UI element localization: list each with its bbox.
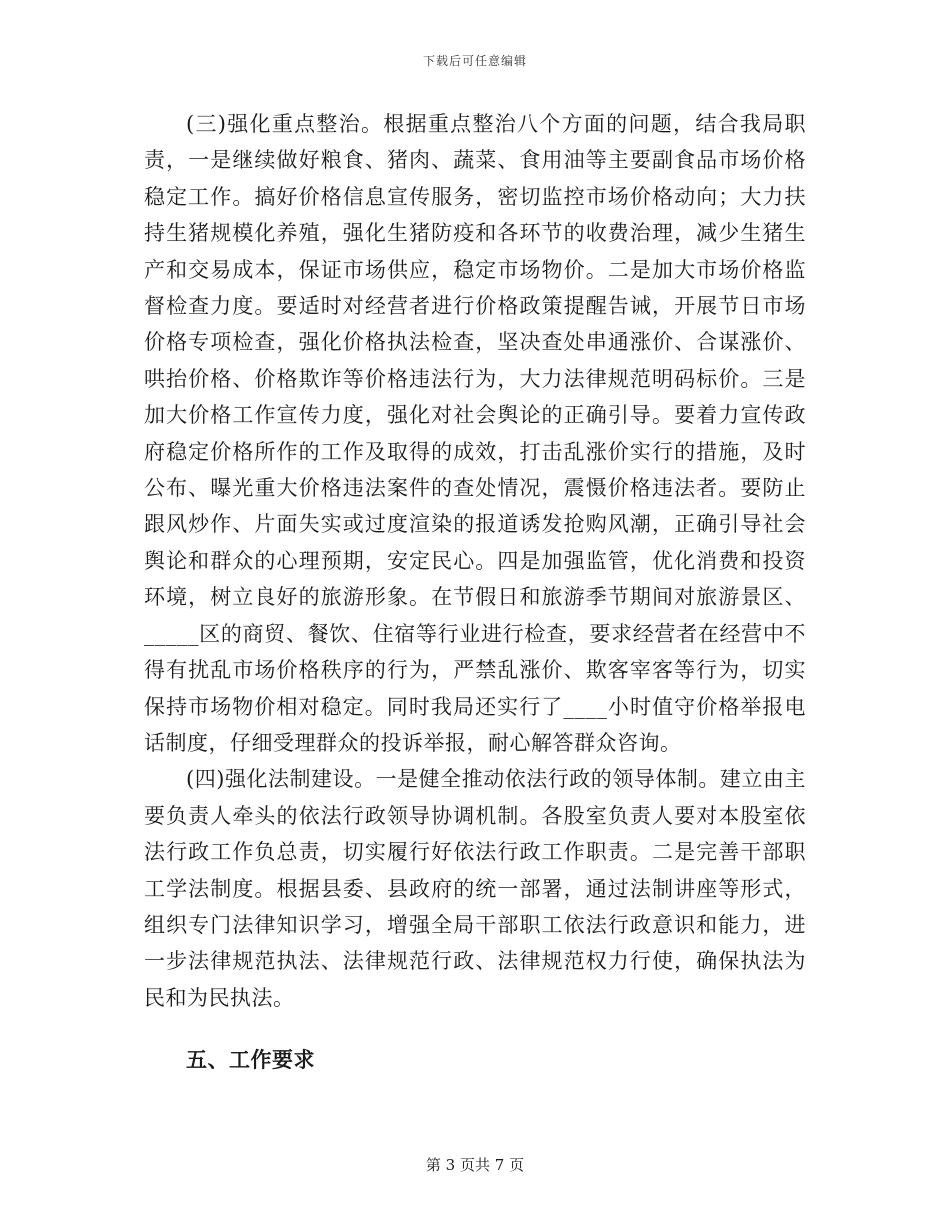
paragraph-section-4: (四)强化法制建设。一是健全推动依法行政的领导体制。建立由主要负责人牵头的依法行政领导协调机制。各股室负责人要对本股室依法行政工作负总责，切实履行好依法行政工作职责。二是完善干部职工学法制度。根据县委、县政府的统一部署，通过法制讲座等形式，组织专门法律知识学习，增强全局干部职工依法行政意识和能力，进一步法律规范执法、法律规范行政、法律规范权力行使，确保执法为民和为民执法。 (144, 767, 806, 1010)
document-body (144, 106, 806, 1078)
section-heading: 五、工作要求 (186, 1047, 315, 1073)
page-number: 第 3 页共 7 页 (425, 1156, 525, 1174)
page-header: 下载后可任意编辑 (422, 54, 527, 68)
paragraph-section-3: (三)强化重点整治。根据重点整治八个方面的问题，结合我局职责，一是继续做好粮食、猪肉、蔬菜、食用油等主要副食品市场价格稳定工作。搞好价格信息宣传服务，密切监控市场价格动向；大力扶持生猪规模化养殖，强化生猪防疫和各环节的收费治理，减少生猪生产和交易成本，保证市场供应，稳定市场物价。二是加大市场价格监督检查力度。要适时对经营者进行价格政策提醒告诫，开展节日市场价格专项检查，强化价格执法检查，坚决查处串通涨价、合谋涨价、哄抬价格、价格欺诈等价格违法行为，大力法律规范明码标价。三是加大价格工作宣传力度，强化对社会舆论的正确引导。要着力宣传政府稳定价格所作的工作及取得的成效，打击乱涨价实行的措施，及时公布、曝光重大价格违法案件的查处情况，震慑价格违法者。要防止跟风炒作、片面失实或过度渲染的报道诱发抢购风潮，正确引导社会舆论和群众的心理预期，安定民心。四是加强监管，优化消费和投资环境，树立良好的旅游形象。在节假日和旅游季节期间对旅游景区、_____区的商贸、餐饮、住宿等行业进行检查，要求经营者在经营中不得有扰乱市场价格秩序的行为，严禁乱涨价、欺客宰客等行为，切实保持市场物价相对稳定。同时我局还实行了____小时值守价格举报电话制度，仔细受理群众的投诉举报，耐心解答群众咨询。 (144, 112, 806, 755)
